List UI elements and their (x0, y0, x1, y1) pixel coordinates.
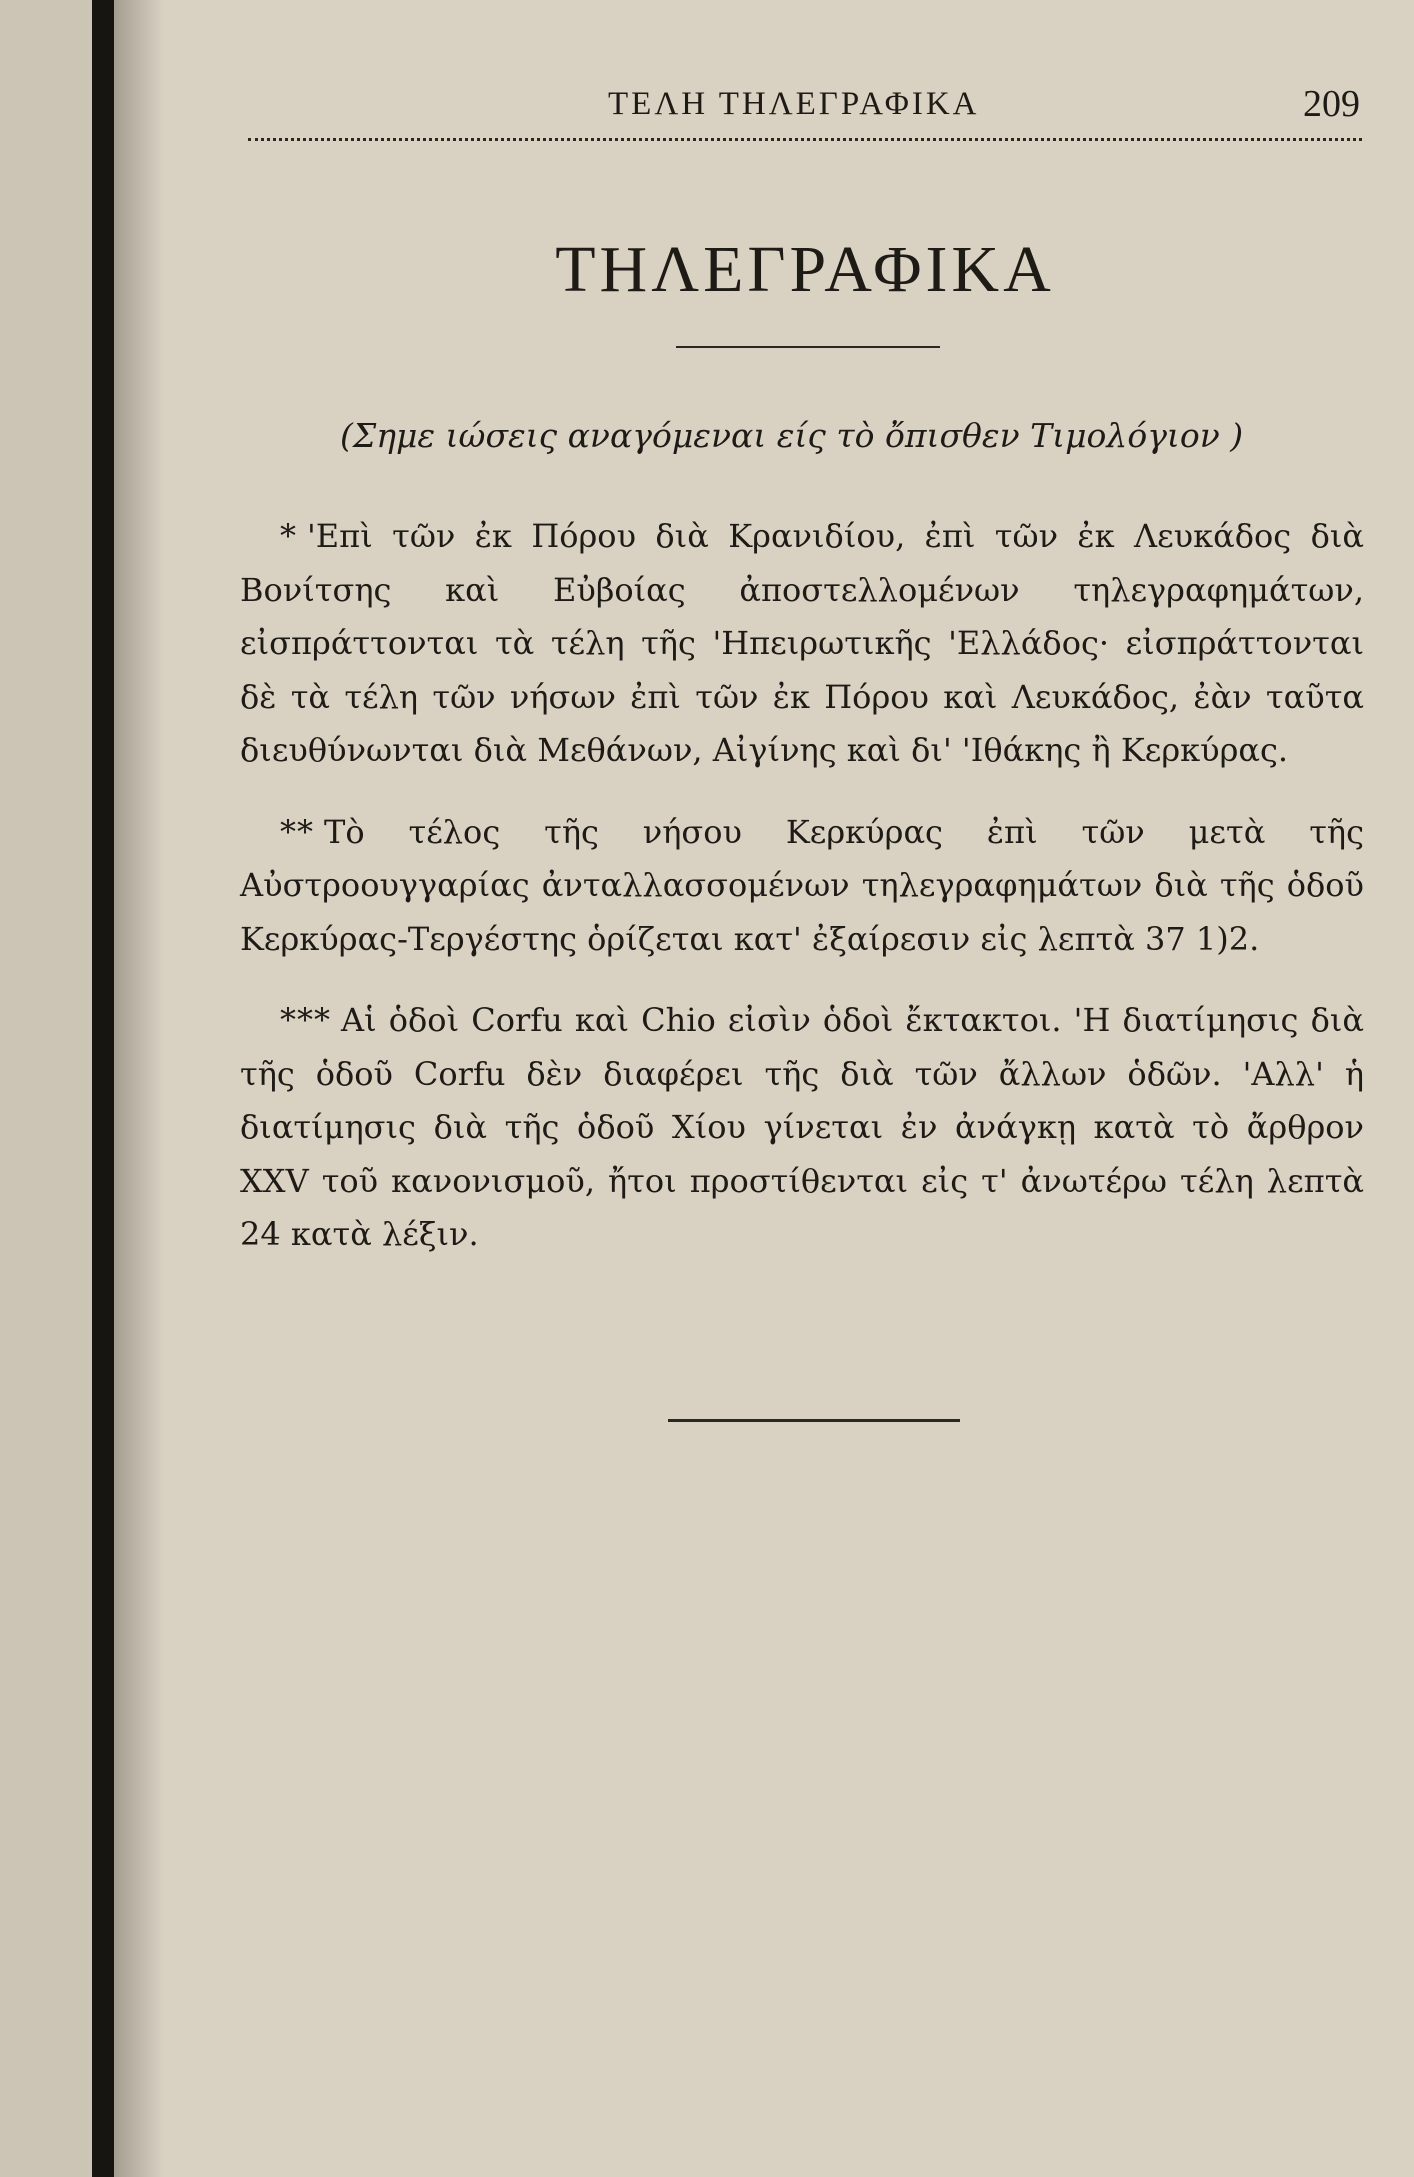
page-number: 209 (1303, 83, 1360, 125)
page-header (248, 82, 1362, 132)
footnote-marker: ** (280, 812, 314, 851)
footnote-1 (240, 510, 1364, 778)
book-spine-gutter (92, 0, 114, 2177)
footnote-marker: * (280, 517, 297, 555)
header-rule (248, 138, 1362, 141)
page-left-margin (0, 0, 92, 2177)
footnote-3 (240, 994, 1364, 1262)
subtitle: (Σημε ιώσεις αναγόμεναι είς τὸ ὄπισθεν Τιμολόγιον ) (340, 416, 1244, 455)
title-rule (676, 346, 940, 348)
end-rule (668, 1419, 960, 1422)
footnote-text: Αἱ ὁδοὶ Corfu καὶ Chio εἰσὶν ὁδοὶ ἔκτακτοι. 'Η διατίμησις διὰ τῆς ὁδοῦ Corfu δὲν διαφέρει τῆς διὰ τῶν ἄλλων ὁδῶν. 'Αλλ' ἡ διατίμησις διὰ τῆς ὁδοῦ Χίου γίνεται ἐν ἀνάγκῃ κατὰ τὸ ἄρθρον XXV τοῦ κανονισμοῦ, ἤτοι προστίθενται εἰς τ' ἀνωτέρω τέλη λεπτὰ 24 κατὰ λέξιν. (240, 1001, 1364, 1253)
page-title: ΤΗΛΕΓΡΑΦΙΚΑ (555, 233, 1055, 306)
running-head: ΤΕΛΗ ΤΗΛΕΓΡΑΦΙΚΑ (608, 86, 980, 122)
notes-section (240, 510, 1364, 1290)
gutter-shadow (114, 0, 164, 2177)
footnote-2 (240, 806, 1364, 967)
footnote-text: 'Επὶ τῶν ἐκ Πόρου διὰ Κρανιδίου, ἐπὶ τῶν ἐκ Λευκάδος διὰ Βονίτσης καὶ Εὐβοίας ἀποστελλομένων τηλεγραφημάτων, εἰσπράττονται τὰ τέλη τῆς 'Ηπειρωτικῆς 'Ελλάδος· εἰσπράττονται δὲ τὰ τέλη τῶν νήσων ἐπὶ τῶν ἐκ Πόρου καὶ Λευκάδος, ἐὰν ταῦτα διευθύνωνται διὰ Μεθάνων, Αἰγίνης καὶ δι' 'Ιθάκης ἢ Κερκύρας. (240, 517, 1364, 769)
footnote-text: Τὸ τέλος τῆς νήσου Κερκύρας ἐπὶ τῶν μετὰ τῆς Αὐστροουγγαρίας ἀνταλλασσομένων τηλεγραφημάτων διὰ τῆς ὁδοῦ Κερκύρας-Τεργέστης ὁρίζεται κατ' ἐξαίρεσιν εἰς λεπτὰ 37 1)2. (240, 812, 1364, 958)
footnote-marker: *** (280, 1001, 331, 1039)
